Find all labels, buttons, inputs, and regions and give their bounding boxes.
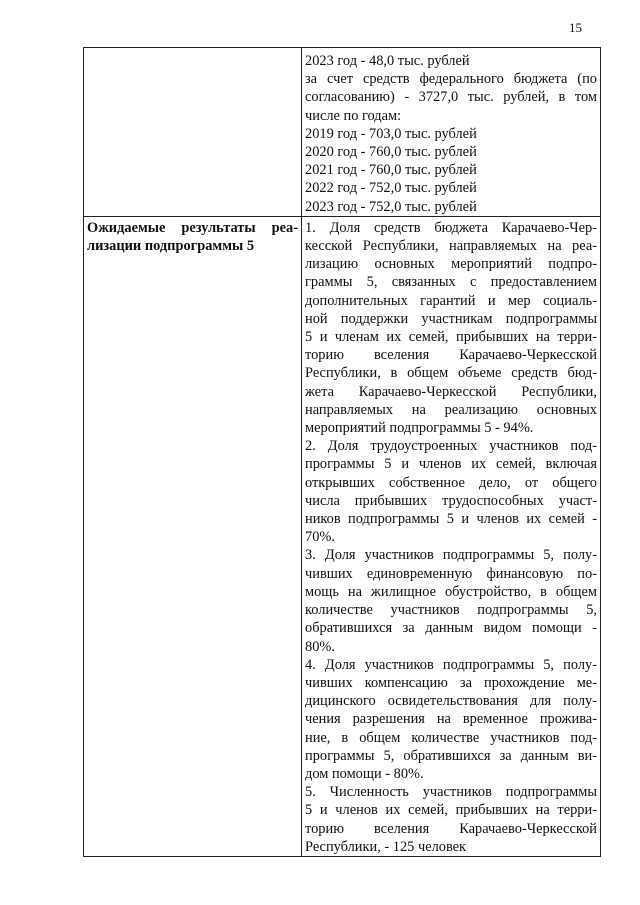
text-line: числа прибывших трудоспособных участ- <box>305 492 597 509</box>
text-line: ников подпрограммы 5 и членов их семей - <box>305 511 597 528</box>
text-line: 2021 год - 760,0 тыс. рублей <box>305 162 477 179</box>
text-line: кесской Республики, направляемых на реа- <box>305 238 597 255</box>
text-line: 2023 год - 752,0 тыс. рублей <box>305 198 477 215</box>
program-passport-table <box>83 47 601 857</box>
row-label-expected-results <box>84 216 302 856</box>
text-line: числе по годам: <box>305 107 402 124</box>
text-line: лизацию основных мероприятий подпро- <box>305 256 597 273</box>
text-line: мероприятий подпрограммы 5 - 94%. <box>305 420 534 437</box>
row-label-line-1: Ожидаемые результаты реа- <box>87 219 298 236</box>
text-line: 5 и членам их семей, прибывших на терри- <box>305 329 597 346</box>
text-line: ние, в общем количестве участников под- <box>305 729 597 746</box>
text-line: дополнительных гарантий и мер социаль- <box>305 292 597 309</box>
row-value-expected-results <box>302 216 601 856</box>
text-line: дом помощи - 80%. <box>305 765 424 782</box>
text-line: торию вселения Карачаево-Черкесской <box>305 347 597 364</box>
row-label-empty <box>84 48 302 217</box>
text-line: дицинского освидетельствования для полу- <box>305 693 597 710</box>
text-line: 2022 год - 752,0 тыс. рублей <box>305 180 477 197</box>
text-line: торию вселения Карачаево-Черкесской <box>305 820 597 837</box>
text-line: 2023 год - 48,0 тыс. рублей <box>305 53 470 69</box>
text-line: 3. Доля участников подпрограммы 5, полу- <box>305 547 597 564</box>
text-line: чивших единовременную финансовую по- <box>305 565 597 582</box>
text-line: направляемых на реализацию основных <box>305 401 597 418</box>
text-line: программы 5, обратившихся за данным ви- <box>305 747 597 764</box>
text-line: программы 5 и членов их семей, включая <box>305 456 597 473</box>
text-line: жета Карачаево-Черкесской Республики, <box>305 383 597 400</box>
text-line: чивших компенсацию за прохождение ме- <box>305 674 597 691</box>
text-line: открывших собственное дело, от общего <box>305 474 597 491</box>
text-line: 5. Численность участников подпрограммы <box>305 784 597 801</box>
text-line: 70%. <box>305 529 335 546</box>
text-line: количестве участников подпрограммы 5, <box>305 602 597 619</box>
text-line: ной поддержки участникам подпрограммы <box>305 310 597 327</box>
text-line: согласованию) - 3727,0 тыс. рублей, в том <box>305 89 597 106</box>
text-line: 1. Доля средств бюджета Карачаево-Чер- <box>305 219 597 236</box>
text-line: мощь на жилищное обустройство, в общем <box>305 583 597 600</box>
text-line: 2019 год - 703,0 тыс. рублей <box>305 125 477 142</box>
text-line: чения разрешения на временное прожива- <box>305 711 597 728</box>
page-number: 15 <box>569 20 582 35</box>
text-line: Республики, - 125 человек <box>305 838 467 855</box>
row-value-funding <box>302 48 601 217</box>
text-line: 2. Доля трудоустроенных участников под- <box>305 438 597 455</box>
text-line: 80%. <box>305 638 335 655</box>
text-line: обратившихся за данным видом помощи - <box>305 620 597 637</box>
text-line: за счет средств федерального бюджета (по <box>305 71 597 88</box>
text-line: 4. Доля участников подпрограммы 5, полу- <box>305 656 597 673</box>
text-line: граммы 5, связанных с предоставлением <box>305 274 597 291</box>
table-row-expected-results <box>84 216 601 856</box>
text-line: Республики, в общем объеме средств бюд- <box>305 365 597 382</box>
row-label-line-2: лизации подпрограммы 5 <box>87 238 255 255</box>
text-line: 2020 год - 760,0 тыс. рублей <box>305 144 477 161</box>
text-line: 5 и членов их семей, прибывших на терри- <box>305 802 597 819</box>
table-row-funding <box>84 48 601 217</box>
